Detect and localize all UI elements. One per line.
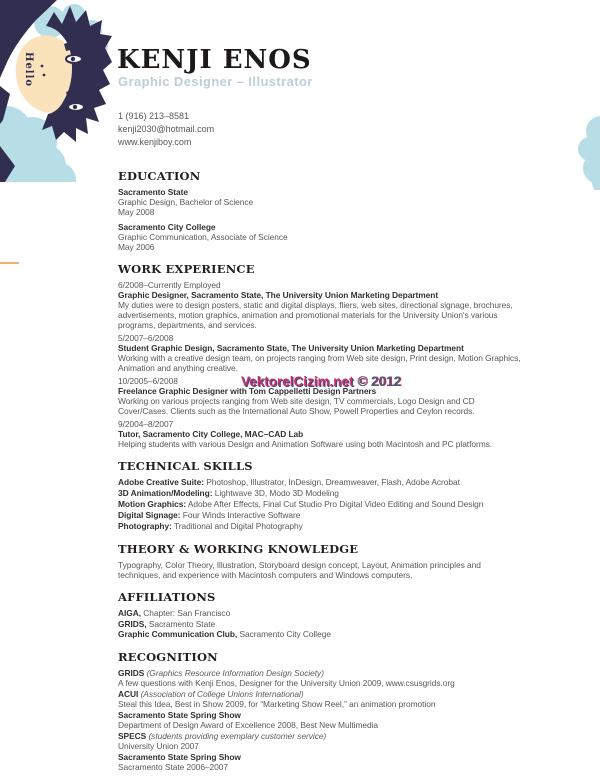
affiliation-name: Graphic Communication Club, <box>118 629 238 639</box>
school-name: Sacramento City College <box>118 222 216 232</box>
work-description: Helping students with various Design and Animation Software using both Macintosh and PC platforms. <box>118 439 493 449</box>
affiliation-line <box>118 629 522 640</box>
section-education <box>118 170 522 252</box>
portrait-illustration <box>0 0 112 182</box>
affiliation-line <box>118 608 522 619</box>
affiliations-heading: AFFILIATIONS <box>118 590 216 604</box>
right-edge-cloud <box>574 116 600 190</box>
recognition-detail: A few questions with Kenji Enos, Designer for the University Union 2009, www.csusgrids.org <box>118 677 455 688</box>
affiliation-detail: Sacramento City College <box>239 629 331 639</box>
work-description: My duties were to design posters, static and digital displays, fliers, web sites, directional signage, brochures, advertisements, motion graphics, animation and promotional materials for the University Union's various programs, departments, and services. <box>118 300 513 330</box>
skill-line <box>118 488 522 499</box>
recognition-qualifier: (Association of College Unions International) <box>140 688 304 699</box>
education-entry <box>118 222 522 252</box>
work-dates: 9/2004–8/2007 <box>118 419 174 429</box>
affiliation-detail: Chapter: San Francisco <box>143 608 231 618</box>
work-role: Freelance Graphic Designer with Tom Cappelletti Design Partners <box>118 386 377 396</box>
work-dates: 5/2007–6/2008 <box>118 333 174 343</box>
website-url: www.kenjiboy.com <box>118 137 192 147</box>
recognition-detail: Department of Design Award of Excellence 2008, Best New Multimedia <box>118 719 379 730</box>
theory-text: Typography, Color Theory, Illustration, Storyboard design concept, Layout, Animation principles and techniques, and experience with Macintosh computers and Windows computers. <box>118 560 481 580</box>
watermark-year: © 2012 <box>357 374 402 389</box>
work-dates: 10/2005–6/2008 <box>118 376 178 386</box>
grad-date: May 2008 <box>118 207 155 217</box>
section-affiliations <box>118 591 522 640</box>
skill-label: Adobe Creative Suite: <box>118 477 204 487</box>
work-heading: WORK EXPERIENCE <box>118 262 255 276</box>
work-description: Working on various projects ranging from Web site design, TV commercials, Logo Design and CD Cover/Cases. Clients such as the International Auto Show, Powell Properties and Ceylon records. <box>118 396 475 416</box>
work-description: Working with a creative design team, on projects ranging from Web site design, Print design, Motion Graphics, Animation and anything creative. <box>118 353 521 373</box>
skill-line <box>118 477 522 488</box>
work-entry <box>118 419 522 449</box>
email-address: kenji2030@hotmail.com <box>118 124 215 134</box>
skill-label: 3D Animation/Modeling: <box>118 488 213 498</box>
work-role: Tutor, Sacramento City College, MAC–CAD Lab <box>118 429 304 439</box>
work-dates: 6/2008–Currently Employed <box>118 280 221 290</box>
degree: Graphic Communication, Associate of Science <box>118 232 288 242</box>
hello-text: Hello <box>23 52 34 88</box>
affiliation-name: GRIDS, <box>118 618 147 629</box>
recognition-item <box>118 689 522 709</box>
recognition-qualifier: (Graphics Resource Information Design Society) <box>146 667 324 678</box>
site-watermark <box>241 374 401 389</box>
skill-label: Digital Signage: <box>118 510 181 520</box>
skills-heading: TECHNICAL SKILLS <box>118 459 253 473</box>
recognition-item <box>118 710 522 730</box>
work-role: Student Graphic Design, Sacramento State, The University Union Marketing Department <box>118 343 464 353</box>
skill-value: Four Winds Interactive Software <box>182 510 301 520</box>
recognition-qualifier: (students providing exemplary customer service) <box>148 730 327 741</box>
education-entry <box>118 187 522 217</box>
skill-line <box>118 521 522 532</box>
theory-heading: THEORY & WORKING KNOWLEDGE <box>118 542 359 556</box>
resume-content <box>118 170 522 776</box>
school-name: Sacramento State <box>118 187 188 197</box>
skill-value: Photoshop, Illustrator, InDesign, Dreamweaver, Flash, Adobe Acrobat <box>206 477 460 487</box>
recognition-name: Sacramento State Spring Show <box>118 751 241 762</box>
work-entry <box>118 280 522 330</box>
phone-number: 1 (916) 213–8581 <box>118 111 190 121</box>
affiliation-name: AIGA, <box>118 608 142 618</box>
section-technical-skills <box>118 460 522 532</box>
affiliation-detail: Sacramento State <box>148 618 216 629</box>
education-heading: EDUCATION <box>118 169 201 183</box>
page-title: KENJI ENOS <box>117 45 312 75</box>
recognition-detail: Steal this Idea, Best in Show 2009, for “Marketing Show Reel,” an animation promotion <box>118 698 436 709</box>
recognition-item <box>118 752 522 772</box>
section-theory-knowledge <box>118 543 522 580</box>
grad-date: May 2006 <box>118 242 155 252</box>
skill-line <box>118 510 522 521</box>
recognition-name: Sacramento State Spring Show <box>118 709 241 720</box>
skill-value: Traditional and Digital Photography <box>173 521 303 531</box>
skill-value: Adobe After Effects, Final Cut Studio Pro Digital Video Editing and Sound Design <box>187 499 484 509</box>
recognition-name: ACUI <box>118 688 139 699</box>
section-recognition <box>118 651 522 772</box>
skill-value: Lightwave 3D, Modo 3D Modeling <box>214 488 339 498</box>
watermark-text: VektorelCizim.net <box>241 374 354 389</box>
job-title: Graphic Designer – Illustrator <box>118 74 313 89</box>
skill-label: Motion Graphics: <box>118 499 187 509</box>
recognition-detail: Sacramento State 2006–2007 <box>118 761 228 772</box>
left-edge-tick <box>0 262 19 264</box>
affiliation-line <box>118 619 522 630</box>
recognition-name: SPECS <box>118 730 147 741</box>
recognition-detail: University Union 2007 <box>118 740 199 751</box>
recognition-item <box>118 731 522 751</box>
skill-label: Photography: <box>118 521 172 531</box>
section-work-experience <box>118 263 522 449</box>
recognition-item <box>118 668 522 688</box>
work-entry <box>118 333 522 373</box>
degree: Graphic Design, Bachelor of Science <box>118 197 254 207</box>
recognition-name: GRIDS <box>118 667 145 678</box>
skill-line <box>118 499 522 510</box>
recognition-heading: RECOGNITION <box>118 649 218 664</box>
contact-block <box>118 110 214 149</box>
work-role: Graphic Designer, Sacramento State, The University Union Marketing Department <box>118 290 439 300</box>
